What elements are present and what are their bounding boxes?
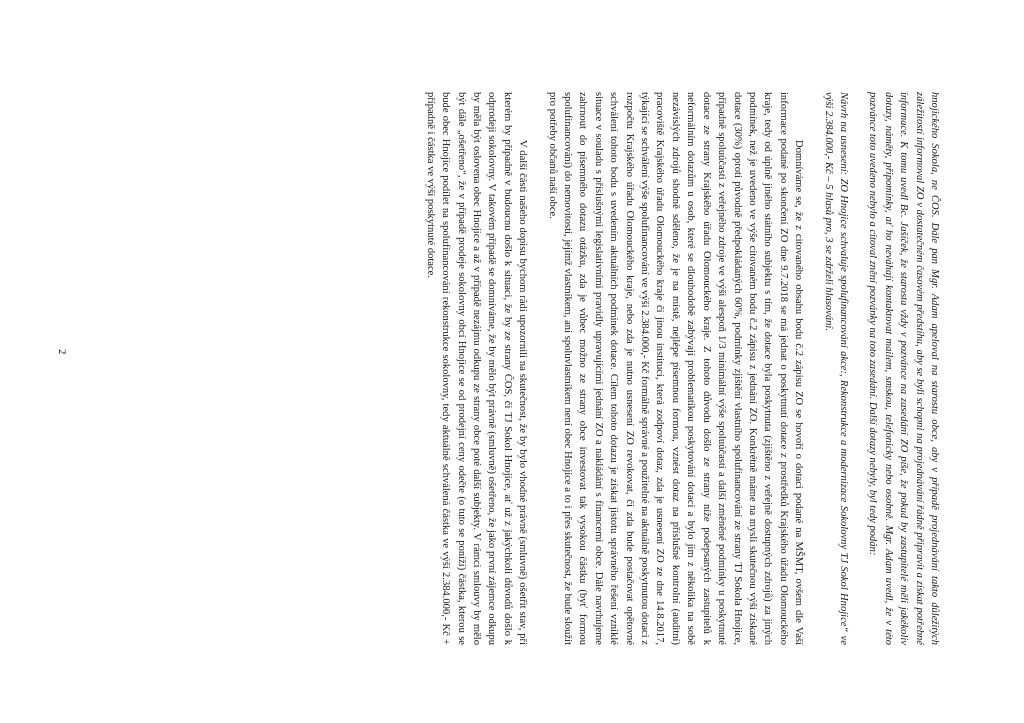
paragraph-discussion: hnojického Sokola, ne ČOS. Dále pan Mgr. Adam apeloval na starostu obce, aby v případě projednávání takto důležitých záležitostí informoval ZO v dostatečném časovém předstihu, aby se byli schopni na projednávání řádně připravit a získat potřebné informace. K tomu uvedl Bc. Jašíček, že starosta vždy v pozvánce na zasedání ZO píše, že pokud by zastupitelé měli jakékoliv dotazy, náměty, připomínky, ať ho neváhají kontaktovat mailem, smskou, telefonicky nebo osobně. Mgr. Adam uvedl, že v této pozvánce toto uvedeno nebylo a citoval znění pozvánky na toto zasedání. Další dotazy nebyly, byl tedy podán: [867, 92, 940, 645]
page-number: 2 [56, 349, 68, 355]
paragraph-subsidy-concerns: Domníváme se, že z citovaného obsahu bodu č.2 zápisu ZO se hovoří o dotaci podané na MŠMT, ovšem dle Vaší informace podané po skončení ZO dne 9.7.2018 se má jednat o poskytnutí dotace z prostředků Krajského úřadu Olomouckého kraje, tedy od úplně jiného státního subjektu s tím, že dotace byla poskytnuta (zjištěno z veřejně dostupných zdrojů) za jiných podmínek, než je uvedeno ve výše citovaném bodu č.2 zápisu z jednání ZO. Konkrétně máme na mysli skutečnou výši získané dotace (30%) oproti původně předpokládaných 60%, podmínky zjištění vlastního spolufinancování ze strany TJ Sokola Hnojice, případně spoluúčasti z veřejného zdroje ve výši alespoň 1/3 minimální výše spoluúčasti a další změněné podmínky u poskytnuté dotace ze strany Krajského úřadu Olomouckého kraje. Z tohoto důvodu došlo ze strany níže podepsaných zastupitelů k neformálním dotazům u osob, které se dlouhodobě zabývají problematikou poskytování dotací a bylo jim z několika na sobě nezávislých zdrojů shodně sděleno, že je na místě, nejlépe písemnou formou, vznést dotaz na příslušné kontrolní (auditní) pracoviště Krajského úřadu Olomouckého kraje či jinou instituci, která zodpoví dotaz, zda je usnesení ZO ze dne 14.8.2017, týkající se schválení výše spolufinancování ve výši 2.384.000,- Kč formálně správné a použitelné na aktuálně poskytnutou dotaci z rozpočtu Krajského úřadu Olomouckého kraje, nebo zda je nutno usnesení ZO revokovat, či zda bude postačovat opětovné schválení tohoto bodu s uvedením aktuálních podmínek dotace. Cílem tohoto dotazu je získat jistotu správného řešení vzniklé situace v souladu s příslušnými legislativními pravidly upravujícími jednání ZO a nakládání s financemi obce. Dále navrhujeme zahrnout do písemného dotazu otázku, zda je vůbec možno ze strany obce investovat tak vysokou částku (byť formou spolufinancování) do nemovitosti, jejímž vlastníkem, ani spoluvlastníkem není obec Hnojice a to i přes skutečnost, že bude sloužit pro potřeby občanů naší obce. [546, 92, 805, 645]
paragraph-resolution-proposal: Návrh na usnesení: ZO Hnojice schvaluje spolufinancování akce:, Rekonstrukce a modernizace Sokolovny TJ Sokol Hnojice“ ve výši 2.384.000,- Kč – 5 hlasů pro, 3 se zdrželi hlasování. [822, 92, 849, 645]
paragraph-sale-conditions: V další části našeho dopisu bychom rádi upozornili na skutečnost, že by bylo vhodné právně (smluvně) ošetřit stav, při kterém by případně v budoucnu došlo k situaci, že by ze strany ČOS, či TJ Sokol Hnojice, ať už z jakýchkoli důvodů došlo k odprodeji sokolovny. V takovém případě se domníváme, že by mělo být právně (smluvně) ošetřeno, že jako první zájemce odkupu by měla být oslovena obec Hnojice a až v případě nezájmu odkupu ze strany obce poté další subjekty. V rámci smlouvy by mělo být dále „ošetřeno“, že v případě prodeje sokolovny obcí Hnojice se od prodejní ceny odečte (o tuto se poníží) částka, kterou se bude obec Hnojice podílet na spolufinancování rekonstrukce sokolovny, tedy aktuálně schválená částka ve výši 2.384.000,- Kč + případně i částka ve výši poskytnuté dotace. [424, 92, 529, 645]
